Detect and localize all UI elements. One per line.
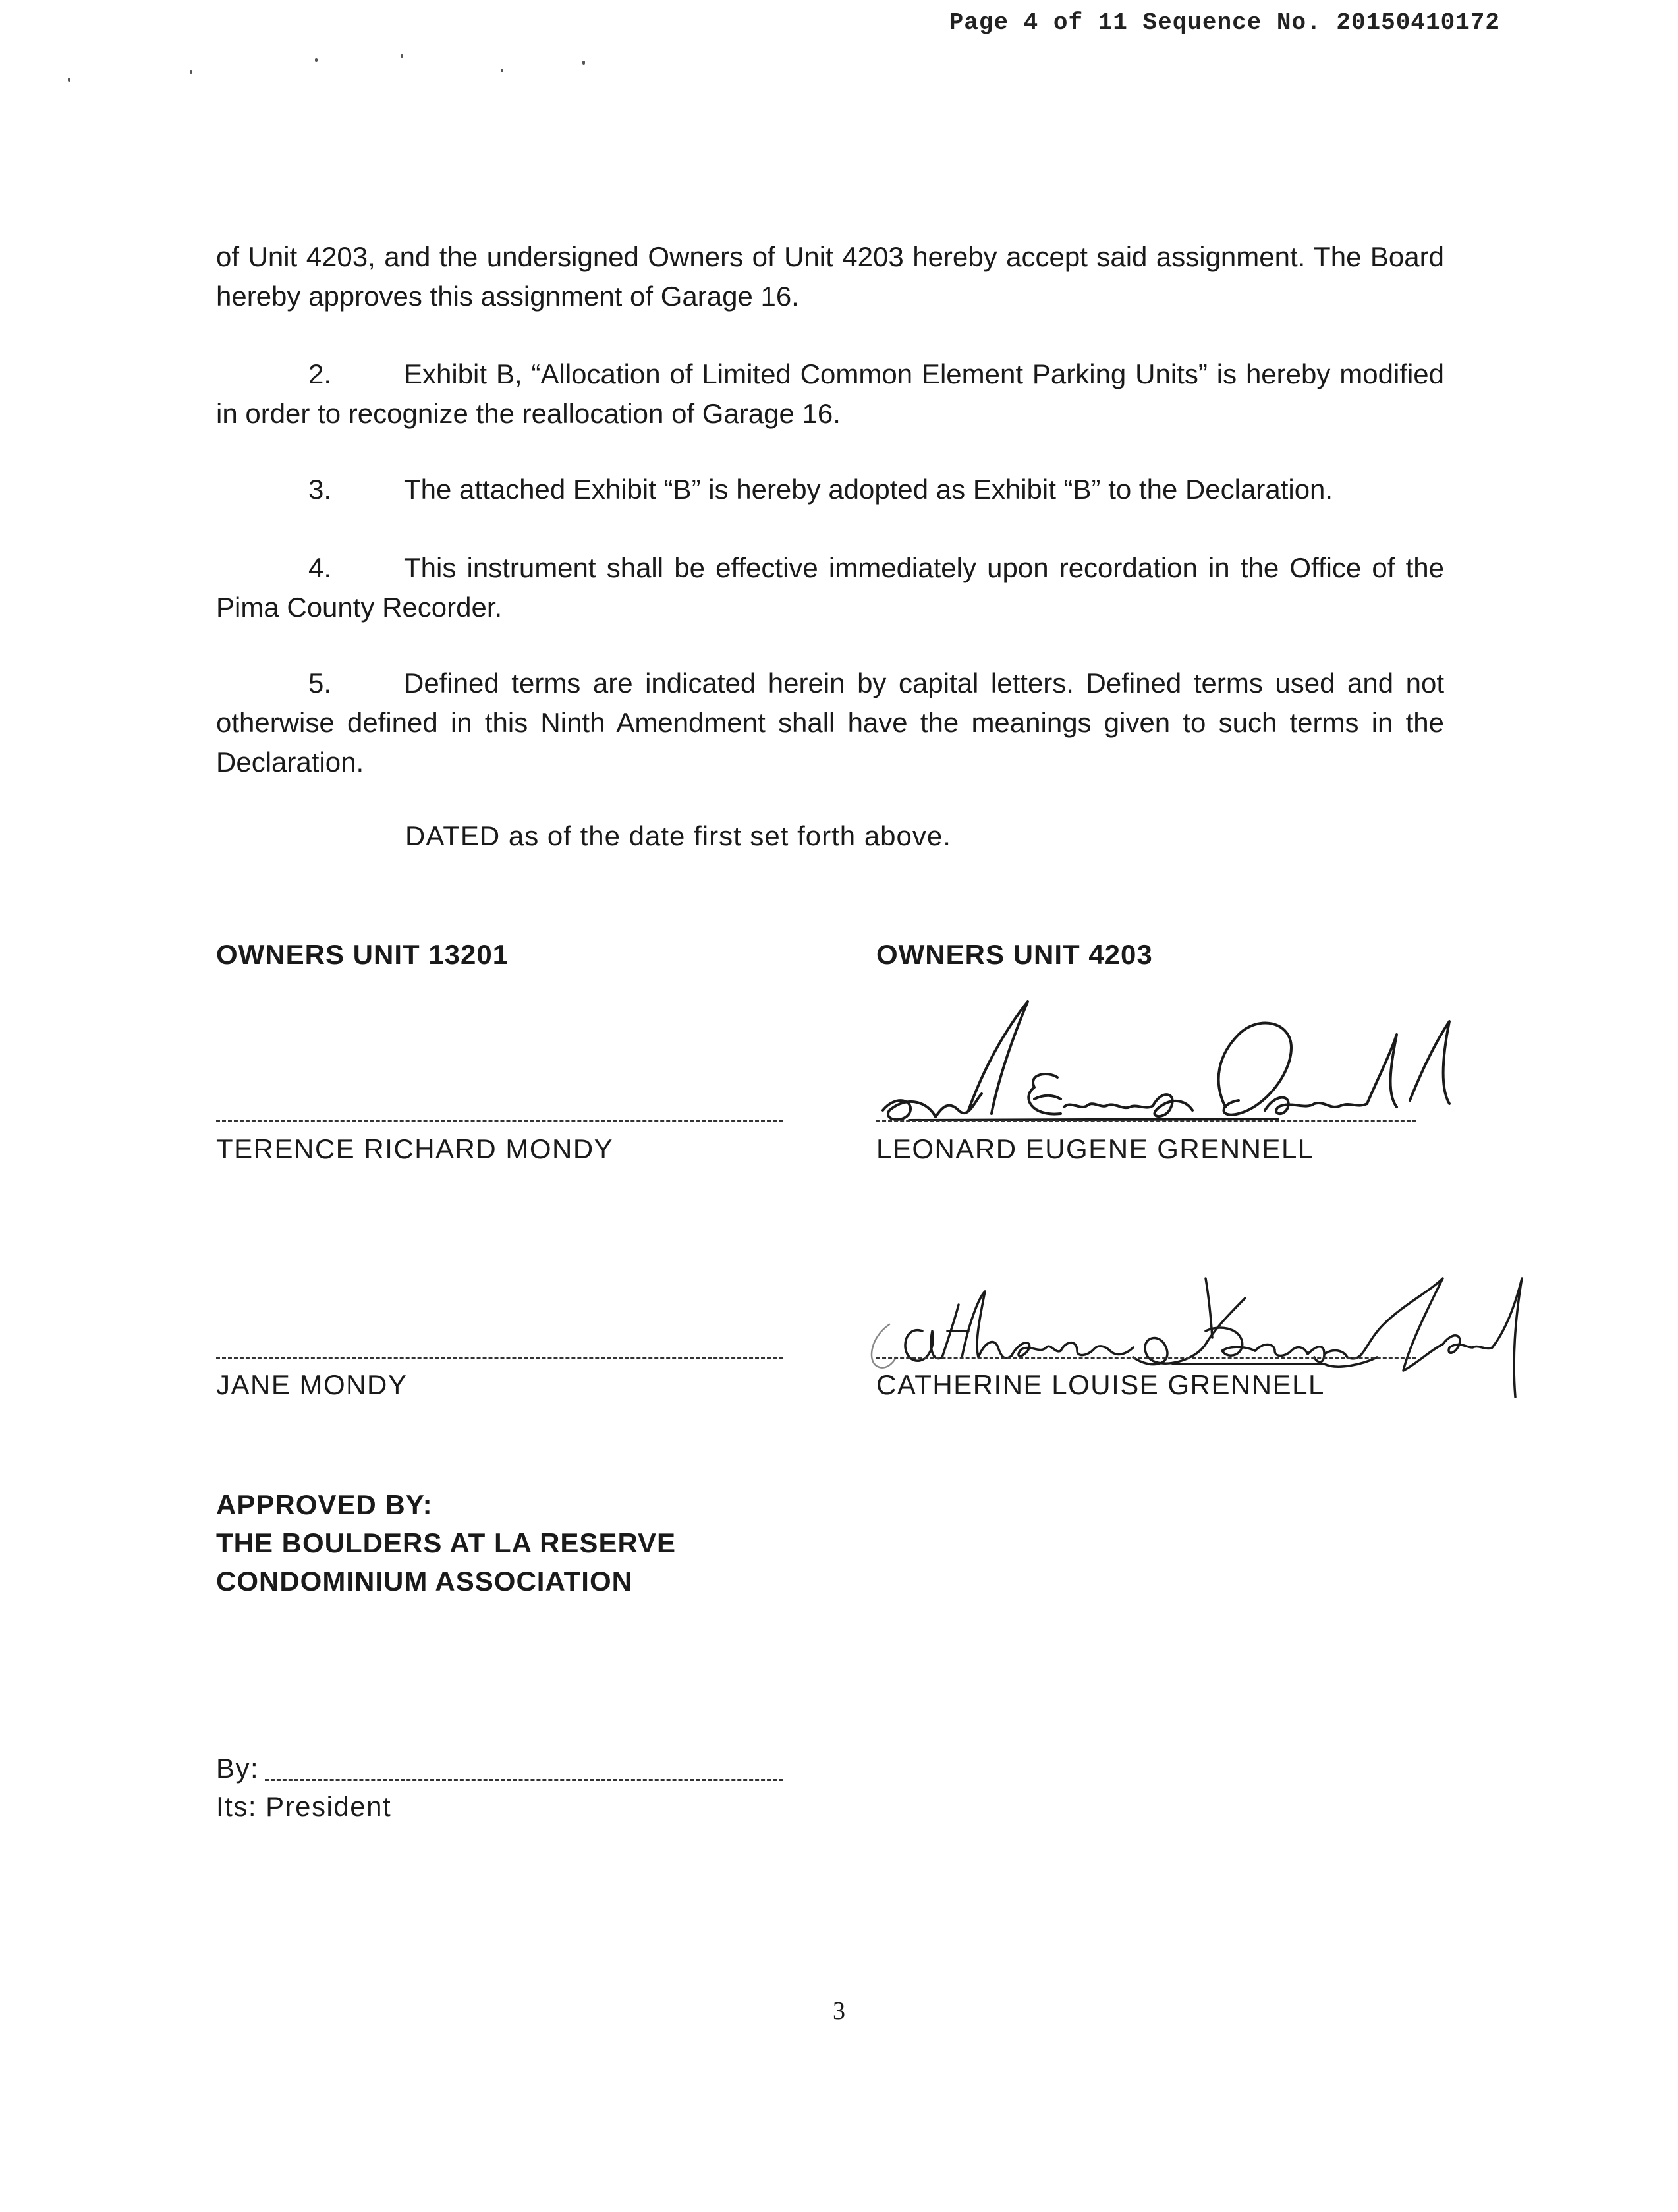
item-paragraph-3 (216, 470, 1444, 509)
association-name-line1: THE BOULDERS AT LA RESERVE (216, 1527, 677, 1558)
item-paragraph-4 (216, 548, 1444, 627)
page-number: 3 (833, 1997, 845, 2025)
signer-name-jane: JANE MONDY (216, 1369, 408, 1400)
intro-paragraph: of Unit 4203, and the undersigned Owners of Unit 4203 hereby accept said assignment. The Board hereby approves this assignment of Garage 16. (216, 241, 1444, 312)
association-name-line2: CONDOMINIUM ASSOCIATION (216, 1566, 632, 1597)
item-text: Exhibit B, “Allocation of Limited Common Element Parking Units” is hereby modified in order to recognize the reallocation of Garage 16. (216, 358, 1444, 429)
signer-name-leonard: LEONARD EUGENE GRENNELL (876, 1133, 1314, 1164)
item-text: Defined terms are indicated herein by capital letters. Defined terms used and not otherwise defined in this Ninth Amendment shall have the meanings given to such terms in the Declaration. (216, 667, 1444, 778)
item-number: 4. (308, 552, 332, 583)
item-paragraph-5 (216, 664, 1444, 782)
approved-by-heading: APPROVED BY: (216, 1489, 433, 1520)
signature-line-terence (216, 1120, 783, 1122)
item-text: The attached Exhibit “B” is hereby adopted as Exhibit “B” to the Declaration. (404, 474, 1333, 505)
owners-unit-4203-heading: OWNERS UNIT 4203 (876, 939, 1153, 970)
signature-leonard (870, 995, 1496, 1133)
by-label: By: (216, 1753, 260, 1784)
signer-name-terence: TERENCE RICHARD MONDY (216, 1133, 614, 1164)
signer-name-catherine: CATHERINE LOUISE GRENNELL (876, 1369, 1325, 1400)
dated-line: DATED as of the date first set forth above. (405, 820, 951, 851)
item-number: 5. (308, 667, 332, 698)
item-paragraph-2 (216, 354, 1444, 434)
owners-unit-13201-heading: OWNERS UNIT 13201 (216, 939, 509, 970)
item-number: 2. (308, 358, 332, 389)
its-title: Its: President (216, 1791, 392, 1822)
signature-line-president (265, 1779, 783, 1781)
page-header-sequence: Page 4 of 11 Sequence No. 20150410172 (949, 9, 1500, 36)
item-number: 3. (308, 474, 332, 505)
signature-line-catherine (876, 1357, 1416, 1359)
signature-line-jane (216, 1357, 783, 1359)
item-text: This instrument shall be effective immediately upon recordation in the Office of the Pima County Recorder. (216, 552, 1444, 623)
signature-line-leonard (876, 1120, 1416, 1122)
